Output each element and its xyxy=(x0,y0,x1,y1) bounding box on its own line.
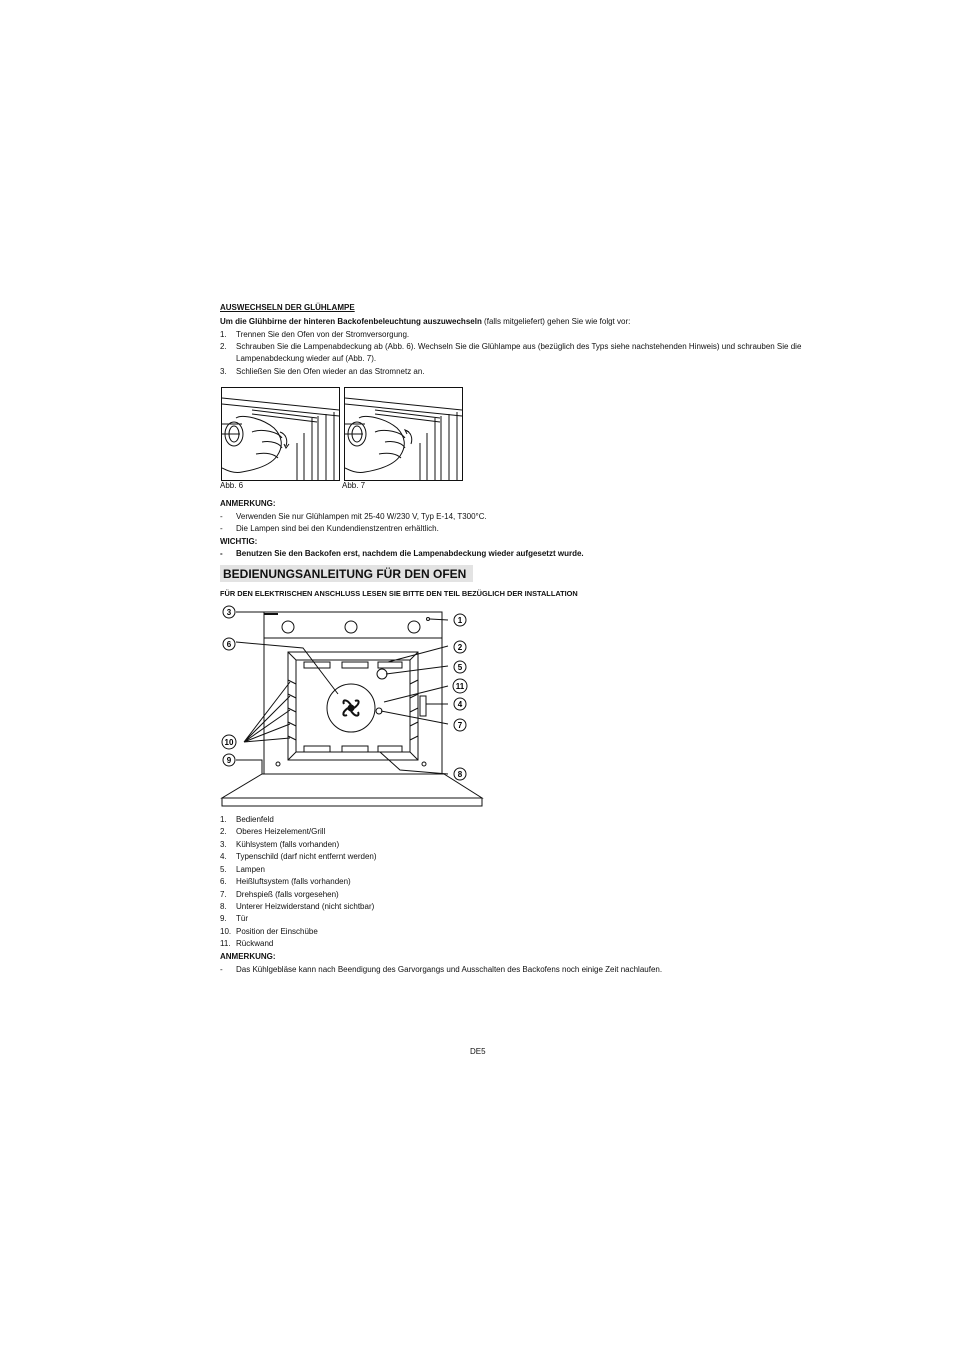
oven-diagram xyxy=(218,602,488,812)
important-text: Benutzen Sie den Backofen erst, nachdem die Lampenabdeckung wieder aufgesetzt wurde. xyxy=(236,549,584,558)
oven-knob xyxy=(282,621,294,633)
part-num: 1. xyxy=(220,815,227,824)
callout-4 xyxy=(454,698,466,710)
part-text: Rückwand xyxy=(236,939,274,948)
note-text: Die Lampen sind bei den Kundendienstzentren erhältlich. xyxy=(236,524,439,533)
lamp-step xyxy=(220,341,801,353)
oven-indicator-light xyxy=(427,618,430,621)
part-text: Kühlsystem (falls vorhanden) xyxy=(236,840,340,849)
page-number: DE5 xyxy=(470,1047,486,1056)
callout-7 xyxy=(454,719,466,731)
lamp-unscrew-illustration xyxy=(222,388,339,480)
figure-abb-6 xyxy=(221,387,340,481)
part-num: 2. xyxy=(220,827,227,836)
caption-abb-6: Abb. 6 xyxy=(220,481,244,490)
important-item xyxy=(220,548,584,560)
top-heating-element xyxy=(304,662,402,668)
lamp-intro xyxy=(220,316,630,328)
rating-plate xyxy=(420,696,426,716)
callout-5 xyxy=(454,661,466,673)
part-num: 8. xyxy=(220,902,227,911)
important-dash: - xyxy=(220,549,223,558)
part-num: 9. xyxy=(220,914,227,923)
svg-text:7: 7 xyxy=(457,721,463,730)
part-item xyxy=(220,901,374,913)
svg-text:11: 11 xyxy=(455,682,465,691)
part-item xyxy=(220,889,339,901)
part-text: Lampen xyxy=(236,865,265,874)
lamp-step-num: 3. xyxy=(220,367,227,376)
note-text: Verwenden Sie nur Glühlampen mit 25-40 W/230 V, Typ E-14, T300°C. xyxy=(236,512,487,521)
figure-abb-7 xyxy=(344,387,463,481)
svg-text:4: 4 xyxy=(457,700,463,709)
part-text: Oberes Heizelement/Grill xyxy=(236,827,326,836)
lamp-step-num: 2. xyxy=(220,342,227,351)
svg-text:2: 2 xyxy=(457,643,463,652)
lamp-step-text: Schrauben Sie die Lampenabdeckung ab (Abb. 6). Wechseln Sie die Glühlampe aus (bezüglich des Typs siehe nachstehenden Hinweis) und schrauben Sie die xyxy=(236,342,802,351)
part-text: Position der Einschübe xyxy=(236,927,318,936)
lamp-icon xyxy=(377,669,387,679)
svg-text:6: 6 xyxy=(226,640,232,649)
svg-text:8: 8 xyxy=(457,770,463,779)
part-num: 4. xyxy=(220,852,227,861)
lamp-screw-illustration xyxy=(345,388,462,480)
svg-text:5: 5 xyxy=(457,663,463,672)
oven-door xyxy=(222,774,482,798)
note-item xyxy=(220,523,439,535)
svg-text:3: 3 xyxy=(226,608,232,617)
bottom-heating-element xyxy=(304,746,402,752)
part-item xyxy=(220,876,351,888)
part-item xyxy=(220,826,325,838)
section-banner-title: BEDIENUNGSANLEITUNG FÜR DEN OFEN xyxy=(223,567,467,581)
lamp-step-text: Trennen Sie den Ofen von der Stromversorgung. xyxy=(236,330,410,339)
part-text: Heißluftsystem (falls vorhanden) xyxy=(236,877,351,886)
lamp-step-num: 1. xyxy=(220,330,227,339)
part-text: Unterer Heizwiderstand (nicht sichtbar) xyxy=(236,902,375,911)
callout-11 xyxy=(453,679,467,693)
lamp-intro-bold: Um die Glühbirne der hinteren Backofenbeleuchtung auszuwechseln xyxy=(220,317,482,326)
note-heading: ANMERKUNG: xyxy=(220,952,276,961)
lamp-section-heading: AUSWECHSELN DER GLÜHLAMPE xyxy=(220,303,355,312)
oven-control-panel xyxy=(264,612,442,638)
part-num: 10. xyxy=(220,927,232,936)
lamp-step-text: Schließen Sie den Ofen wieder an das Stromnetz an. xyxy=(236,367,425,376)
oven-knob xyxy=(345,621,357,633)
part-num: 3. xyxy=(220,840,227,849)
note-dash: - xyxy=(220,965,223,974)
shelf-rails-right xyxy=(410,680,418,740)
part-text: Tür xyxy=(236,914,248,923)
lamp-step-text: Lampenabdeckung wieder auf (Abb. 7). xyxy=(236,354,377,363)
lamp-intro-rest: (falls mitgeliefert) gehen Sie wie folgt vor: xyxy=(481,317,631,326)
part-item xyxy=(220,839,339,851)
note-item xyxy=(220,964,662,976)
callout-10 xyxy=(222,735,236,749)
note-text: Das Kühlgebläse kann nach Beendigung des Garvorgangs und Ausschalten des Backofens noch einige Zeit nachlaufen. xyxy=(236,965,663,974)
lamp-step xyxy=(220,366,425,378)
svg-text:1: 1 xyxy=(457,616,463,625)
part-num: 7. xyxy=(220,890,227,899)
svg-text:9: 9 xyxy=(226,756,232,765)
note-heading: ANMERKUNG: xyxy=(220,499,276,508)
part-num: 6. xyxy=(220,877,227,886)
electrical-note: FÜR DEN ELEKTRISCHEN ANSCHLUSS LESEN SIE BITTE DEN TEIL BEZÜGLICH DER INSTALLATION xyxy=(220,589,578,598)
part-item xyxy=(220,864,265,876)
note-item xyxy=(220,511,487,523)
lamp-step xyxy=(220,329,409,341)
caption-abb-7: Abb. 7 xyxy=(342,481,366,490)
section-banner xyxy=(220,565,473,582)
callout-8 xyxy=(454,768,466,780)
part-num: 5. xyxy=(220,865,227,874)
oven-knob xyxy=(408,621,420,633)
lamp-step xyxy=(220,353,376,365)
part-item xyxy=(220,938,273,950)
part-text: Bedienfeld xyxy=(236,815,274,824)
note-dash: - xyxy=(220,524,223,533)
part-text: Drehspieß (falls vorgesehen) xyxy=(236,890,339,899)
callout-2 xyxy=(454,641,466,653)
part-text: Typenschild (darf nicht entfernt werden) xyxy=(236,852,377,861)
svg-text:10: 10 xyxy=(224,738,234,747)
callout-3 xyxy=(223,606,235,618)
callout-6 xyxy=(223,638,235,650)
part-num: 11. xyxy=(220,939,231,948)
callout-9 xyxy=(223,754,235,766)
part-item xyxy=(220,814,274,826)
part-item xyxy=(220,913,248,925)
part-item xyxy=(220,851,377,863)
note-dash: - xyxy=(220,512,223,521)
callout-1 xyxy=(454,614,466,626)
part-item xyxy=(220,926,318,938)
important-heading: WICHTIG: xyxy=(220,537,258,546)
